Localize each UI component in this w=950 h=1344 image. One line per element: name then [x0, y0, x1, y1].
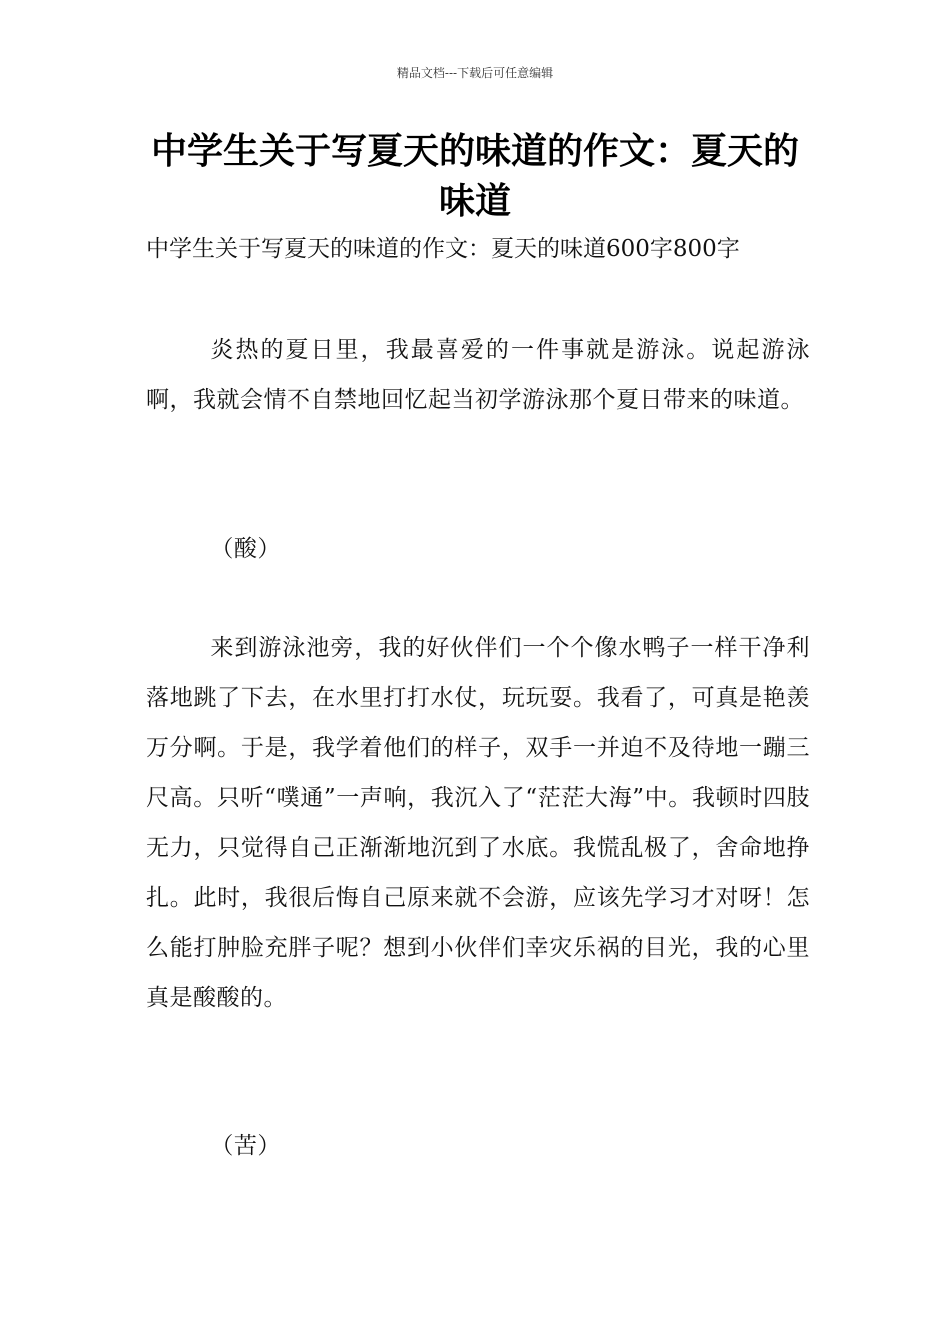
page-subtitle: 中学生关于写夏天的味道的作文：夏天的味道600字800字	[146, 236, 740, 262]
header-note: 精品文档---下载后可任意编辑	[396, 66, 554, 80]
paragraph-intro: 炎热的夏日里，我最喜爱的一件事就是游泳。说起游泳啊，我就会情不自禁地回忆起当初学游泳那个夏日带来的味道。	[146, 337, 810, 413]
paragraph-sour: 来到游泳池旁，我的好伙伴们一个个像水鸭子一样干净利落地跳了下去，在水里打打水仗，玩玩耍。我看了，可真是艳羡万分啊。于是，我学着他们的样子，双手一并迫不及待地一蹦三尺高。只听“噗通”一声响，我沉入了“茫茫大海”中。我顿时四肢无力，只觉得自己正渐渐地沉到了水底。我慌乱极了，舍命地挣扎。此时，我很后悔自己原来就不会游，应该先学习才对呀！怎么能打肿脸充胖子呢？想到小伙伴们幸灾乐祸的目光，我的心里真是酸酸的。	[146, 635, 810, 1011]
section-heading-sour: （酸）	[210, 536, 281, 562]
page-title: 中学生关于写夏天的味道的作文：夏天的味道	[150, 131, 799, 222]
section-heading-bitter: （苦）	[210, 1133, 281, 1159]
